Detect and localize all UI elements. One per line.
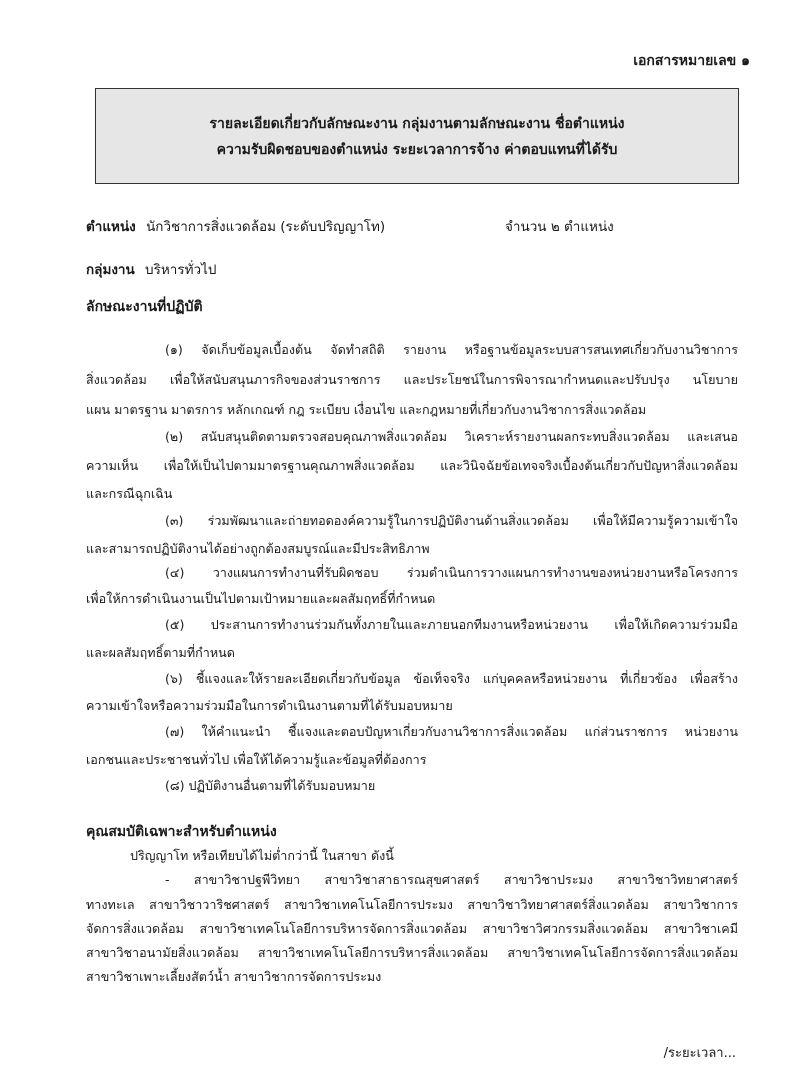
group-row xyxy=(86,258,216,280)
duty-8-line-1: (๘) ปฏิบัติงานอื่นตามที่ได้รับมอบหมาย xyxy=(165,778,376,793)
duty-4-line-2: เพื่อให้การดำเนินงานเป็นไปตามเป้าหมายและผลสัมฤทธิ์ที่กำหนด xyxy=(86,591,436,606)
title-box xyxy=(95,88,739,184)
duty-5-line-2: และผลสัมฤทธิ์ตามที่กำหนด xyxy=(86,645,235,660)
group-value: บริหารทั่วไป xyxy=(145,262,217,278)
duty-2-line-3: และกรณีฉุกเฉิน xyxy=(86,486,173,501)
duty-7-line-1: (๗) ให้คำแนะนำ ชี้แจงและตอบปัญหาเกี่ยวกับงานวิชาการสิ่งแวดล้อม แก่ส่วนราชการ หน่วยงาน xyxy=(165,724,738,739)
qualification-line-2: ทางทะเล สาขาวิชาวาริชศาสตร์ สาขาวิชาเทคโนโลยีการประมง สาขาวิชาวิทยาศาสตร์สิ่งแวดล้อม สาขาวิชาการ xyxy=(86,897,738,912)
duty-2-line-1: (๒) สนับสนุนติดตามตรวจสอบคุณภาพสิ่งแวดล้อม วิเคราะห์รายงานผลกระทบสิ่งแวดล้อม และเสนอ xyxy=(165,429,738,444)
qualifications-intro: ปริญญาโท หรือเทียบได้ไม่ต่ำกว่านี้ ในสาขา ดังนี้ xyxy=(130,848,394,863)
position-row xyxy=(86,215,385,237)
duty-1-line-2: สิ่งแวดล้อม เพื่อให้สนับสนุนภารกิจของส่วนราชการ และประโยชน์ในการพิจารณากำหนดและปรับปรุง นโยบาย xyxy=(86,372,738,387)
duty-3-line-2: และสามารถปฏิบัติงานได้อย่างถูกต้องสมบูรณ์และมีประสิทธิภาพ xyxy=(86,541,430,556)
duties-heading: ลักษณะงานที่ปฏิบัติ xyxy=(86,299,203,315)
duty-4-line-1: (๔) วางแผนการทำงานที่รับผิดชอบ ร่วมดำเนินการวางแผนการทำงานของหน่วยงานหรือโครงการ xyxy=(165,565,738,580)
position-value: นักวิชาการสิ่งแวดล้อม (ระดับปริญญาโท) xyxy=(146,219,386,235)
qualification-line-1: - สาขาวิชาปฐพีวิทยา สาขาวิชาสาธารณสุขศาสตร์ สาขาวิชาประมง สาขาวิชาวิทยาศาสตร์ xyxy=(165,872,738,887)
duty-1-line-3: แผน มาตรฐาน มาตรการ หลักเกณฑ์ กฎ ระเบียบ เงื่อนไข และกฎหมายที่เกี่ยวกับงานวิชาการสิ่งแวดล้อม xyxy=(86,402,647,417)
qualifications-heading: คุณสมบัติเฉพาะสำหรับตำแหน่ง xyxy=(86,824,277,840)
qualification-line-3: จัดการสิ่งแวดล้อม สาขาวิชาเทคโนโลยีการบริหารจัดการสิ่งแวดล้อม สาขาวิชาวิศวกรรมสิ่งแวดล้อม สาขาวิชาเคมี xyxy=(86,921,738,936)
duty-7-line-2: เอกชนและประชาชนทั่วไป เพื่อให้ได้ความรู้และข้อมูลที่ต้องการ xyxy=(86,752,427,767)
title-line-1: รายละเอียดเกี่ยวกับลักษณะงาน กลุ่มงานตามลักษณะงาน ชื่อตำแหน่ง xyxy=(209,116,625,132)
position-label: ตำแหน่ง xyxy=(86,219,136,235)
continuation-note: /ระยะเวลา... xyxy=(663,1046,736,1061)
duty-6-line-2: ความเข้าใจหรือความร่วมมือในการดำเนินงานตามที่ได้รับมอบหมาย xyxy=(86,698,453,713)
group-label: กลุ่มงาน xyxy=(86,262,135,278)
duty-5-line-1: (๕) ประสานการทำงานร่วมกันทั้งภายในและภายนอกทีมงานหรือหน่วยงาน เพื่อให้เกิดความร่วมมือ xyxy=(165,617,738,632)
qualification-line-4: สาขาวิชาอนามัยสิ่งแวดล้อม สาขาวิชาเทคโนโลยีการบริหารสิ่งแวดล้อม สาขาวิชาเทคโนโลยีการจัดการสิ่งแวดล้อม xyxy=(86,945,738,960)
qualification-line-5: สาขาวิชาเพาะเลี้ยงสัตว์น้ำ สาขาวิชาการจัดการประมง xyxy=(86,969,382,984)
title-line-2: ความรับผิดชอบของตำแหน่ง ระยะเวลาการจ้าง ค่าตอบแทนที่ได้รับ xyxy=(216,142,618,158)
duty-2-line-2: ความเห็น เพื่อให้เป็นไปตามมาตรฐานคุณภาพสิ่งแวดล้อม และวินิจฉัยข้อเทจจริงเบื้องต้นเกี่ยวกับปัญหาสิ่งแวดล้อม xyxy=(86,458,738,473)
document-number: เอกสารหมายเลข ๑ xyxy=(633,53,750,69)
duty-6-line-1: (๖) ชี้แจงและให้รายละเอียดเกี่ยวกับข้อมูล ข้อเท็จจริง แก่บุคคลหรือหน่วยงาน ที่เกี่ยวข้อง เพื่อสร้าง xyxy=(165,671,738,686)
duty-1-line-1: (๑) จัดเก็บข้อมูลเบื้องต้น จัดทำสถิติ รายงาน หรือฐานข้อมูลระบบสารสนเทศเกี่ยวกับงานวิชาการ xyxy=(165,342,738,357)
duty-3-line-1: (๓) ร่วมพัฒนาและถ่ายทอดองค์ความรู้ในการปฏิบัติงานด้านสิ่งแวดล้อม เพื่อให้มีความรู้ความเข้าใจ xyxy=(165,513,738,528)
position-count: จำนวน ๒ ตำแหน่ง xyxy=(505,219,614,235)
